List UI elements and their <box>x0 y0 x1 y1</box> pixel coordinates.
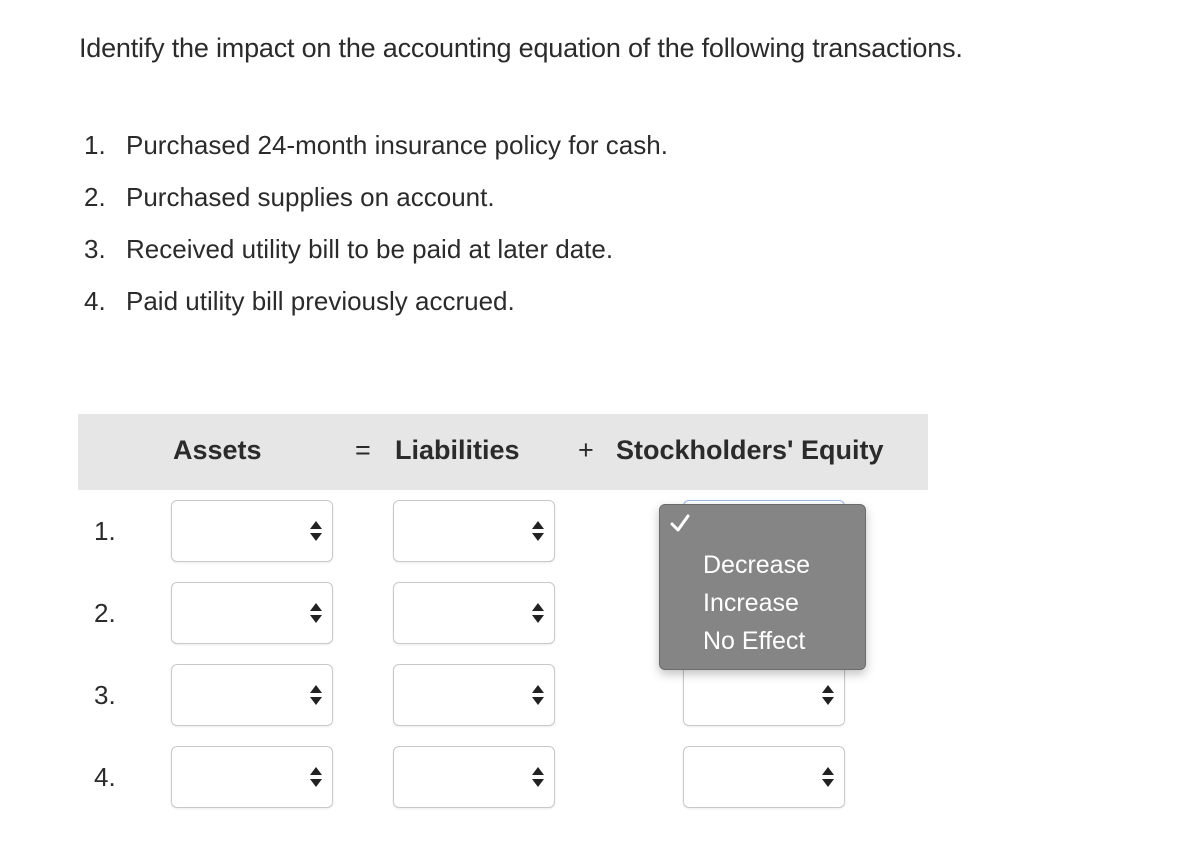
liabilities-select-2[interactable] <box>393 582 555 644</box>
row-number: 2. <box>94 598 116 628</box>
transaction-number: 4. <box>84 286 106 316</box>
row-number: 4. <box>94 762 116 792</box>
dropdown-option-no-effect[interactable]: No Effect <box>703 627 806 655</box>
checkmark-icon <box>670 512 690 534</box>
select-arrows-icon <box>532 767 544 787</box>
dropdown-option-decrease[interactable]: Decrease <box>703 551 810 579</box>
select-arrows-icon <box>310 767 322 787</box>
list-item <box>84 178 668 230</box>
select-arrows-icon <box>532 603 544 623</box>
select-arrows-icon <box>822 767 834 787</box>
assets-select-3[interactable] <box>171 664 333 726</box>
assets-select-4[interactable] <box>171 746 333 808</box>
equals-sign: = <box>355 435 371 465</box>
list-item <box>84 282 668 334</box>
transaction-number: 3. <box>84 234 106 264</box>
transaction-text: Purchased supplies on account. <box>126 182 495 212</box>
equity-select-4[interactable] <box>683 746 845 808</box>
liabilities-select-4[interactable] <box>393 746 555 808</box>
equity-select-3[interactable] <box>683 664 845 726</box>
select-arrows-icon <box>310 685 322 705</box>
question-text: Identify the impact on the accounting equation of the following transactions. <box>79 33 963 63</box>
select-arrows-icon <box>310 521 322 541</box>
select-arrows-icon <box>532 685 544 705</box>
transaction-list <box>84 126 668 334</box>
assets-select-1[interactable] <box>171 500 333 562</box>
assets-select-2[interactable] <box>171 582 333 644</box>
row-number: 3. <box>94 680 116 710</box>
header-liabilities: Liabilities <box>395 435 520 465</box>
plus-sign: + <box>578 435 594 465</box>
liabilities-select-1[interactable] <box>393 500 555 562</box>
select-arrows-icon <box>822 685 834 705</box>
select-arrows-icon <box>310 603 322 623</box>
liabilities-select-3[interactable] <box>393 664 555 726</box>
transaction-number: 2. <box>84 182 106 212</box>
list-item <box>84 126 668 178</box>
header-assets: Assets <box>173 435 262 465</box>
row-number: 1. <box>94 516 116 546</box>
dropdown-option-increase[interactable]: Increase <box>703 589 799 617</box>
transaction-text: Purchased 24-month insurance policy for cash. <box>126 130 668 160</box>
transaction-text: Paid utility bill previously accrued. <box>126 286 515 316</box>
select-arrows-icon <box>532 521 544 541</box>
transaction-text: Received utility bill to be paid at later date. <box>126 234 614 264</box>
transaction-number: 1. <box>84 130 106 160</box>
header-stockholders-equity: Stockholders' Equity <box>616 435 884 465</box>
list-item <box>84 230 668 282</box>
